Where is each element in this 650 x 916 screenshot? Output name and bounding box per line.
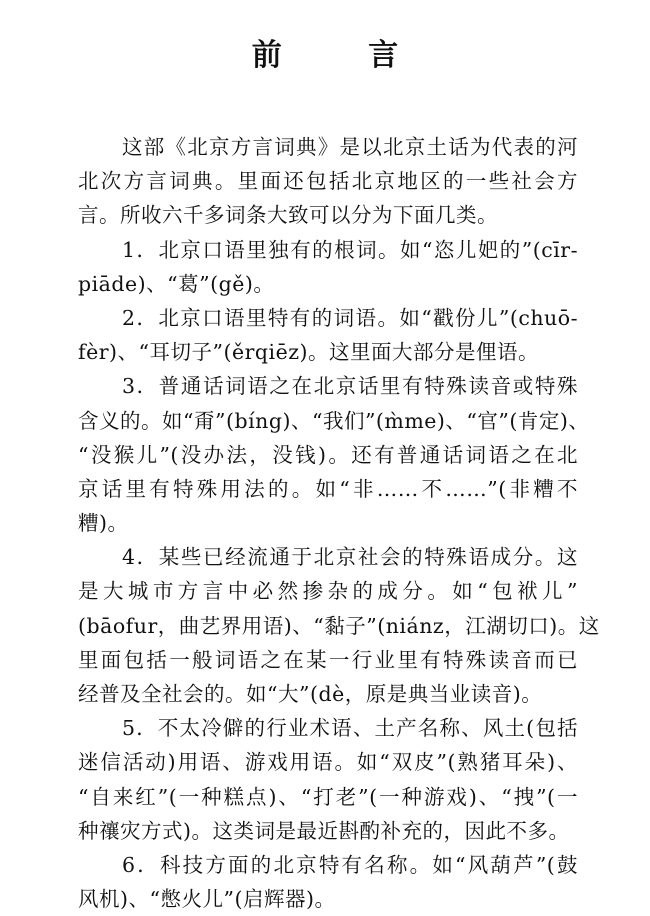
paragraph-intro bbox=[78, 130, 578, 233]
text-line: 风机)、“憋火儿”(启辉器)。 bbox=[78, 887, 336, 912]
text-line: “自来红”(一种糕点)、“打老”(一种游戏)、“拽”(一 bbox=[78, 784, 578, 809]
text-line: 迷信活动)用语、游戏用语。如“双皮”(熟猪耳朵)、 bbox=[78, 750, 578, 775]
text-line: 6．科技方面的北京特有名称。如“风葫芦”(鼓 bbox=[122, 852, 578, 877]
text-line: 1．北京口语里独有的根词。如“恣儿妑的”(cīr- bbox=[122, 237, 578, 262]
text-line: 这部《北京方言词典》是以北京土话为代表的河 bbox=[122, 135, 578, 159]
text-line: 糟)。 bbox=[78, 511, 129, 536]
text-line: 北次方言词典。里面还包括北京地区的一些社会方 bbox=[78, 169, 578, 194]
paragraph-item-3 bbox=[78, 369, 590, 540]
paragraph-item-2 bbox=[78, 301, 578, 369]
text-line: piāde)、“葛”(gě)。 bbox=[78, 271, 275, 296]
text-line: 是大城市方言中必然掺杂的成分。如“包袱儿” bbox=[78, 579, 578, 604]
text-line: “没猴儿”(没办法，没钱)。还有普通话词语之在北 bbox=[78, 442, 578, 467]
paragraph-item-4 bbox=[78, 540, 600, 711]
preface-body bbox=[78, 130, 600, 916]
text-line: 含义的。如“甭”(bíng)、“我们”(m̀me)、“官”(肯定)、 bbox=[78, 408, 590, 433]
paragraph-item-6 bbox=[78, 848, 578, 916]
text-line: 言。所收六千多词条大致可以分为下面几类。 bbox=[78, 203, 498, 228]
text-line: 京话里有特殊用法的。如“非……不……”(非糟不 bbox=[78, 476, 578, 501]
page-title: 前 言 bbox=[251, 38, 437, 73]
text-line: fèr)、“耳切子”(ěrqiēz)。这里面大部分是俚语。 bbox=[78, 340, 540, 365]
text-line: 2．北京口语里特有的词语。如“戳份儿”(chuō- bbox=[122, 305, 578, 330]
text-line: 4．某些已经流通于北京社会的特殊语成分。这 bbox=[122, 545, 578, 570]
paragraph-item-5 bbox=[78, 711, 578, 848]
text-line: 经普及全社会的。如“大”(dè，原是典当业读音)。 bbox=[78, 682, 543, 706]
text-line: 3．普通话词语之在北京话里有特殊读音或特殊 bbox=[122, 374, 578, 399]
text-line: (bāofur，曲艺界用语)、“黏子”(niánz，江湖切口)。这 bbox=[78, 613, 600, 638]
text-line: 里面包括一般词语之在某一行业里有特殊读音而已 bbox=[78, 647, 578, 672]
text-line: 种禳灾方式)。这类词是最近斟酌补充的，因此不多。 bbox=[78, 818, 570, 843]
text-line: 5．不太冷僻的行业术语、土产名称、风土(包括 bbox=[122, 716, 578, 741]
paragraph-item-1 bbox=[78, 233, 578, 301]
